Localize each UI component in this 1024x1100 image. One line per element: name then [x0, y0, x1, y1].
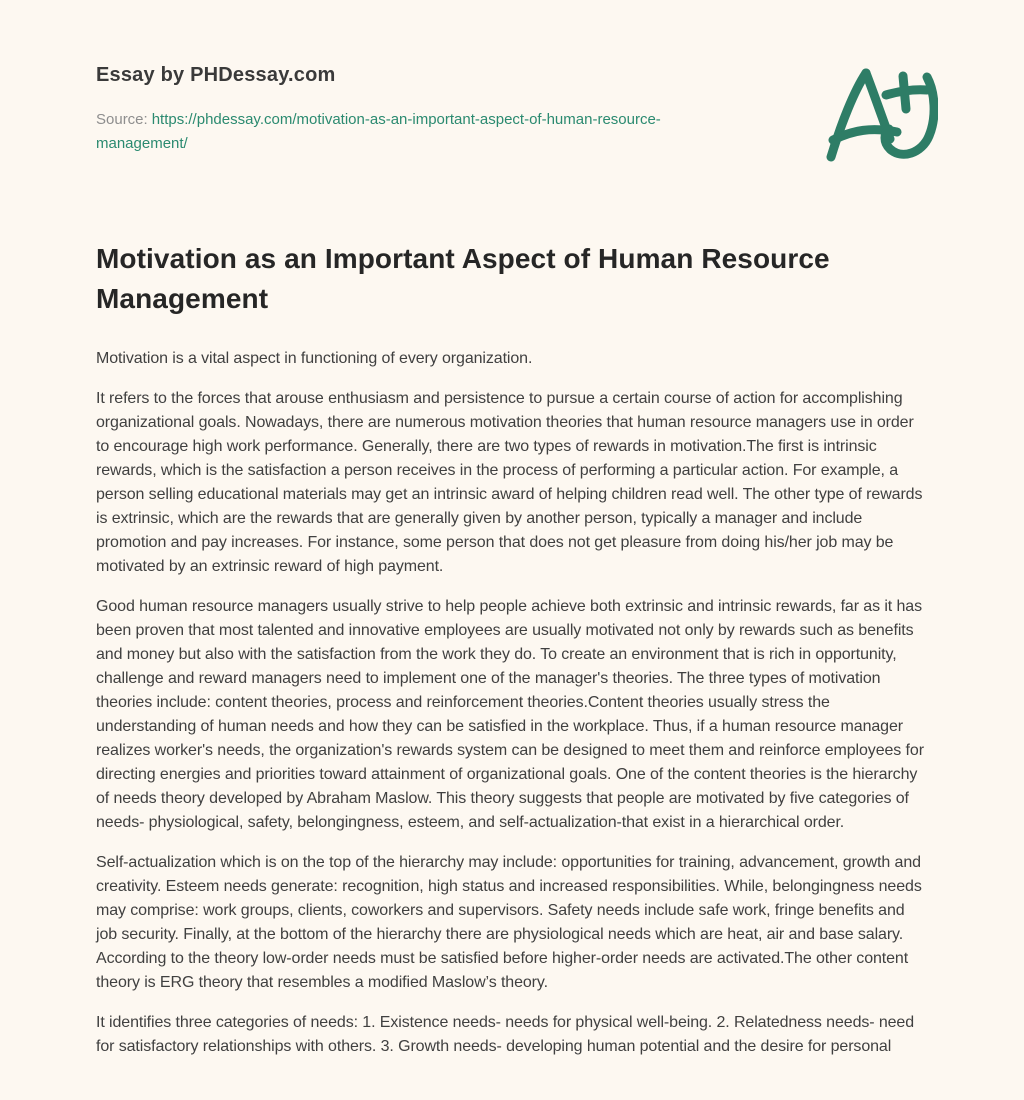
essay-body — [96, 347, 928, 1059]
byline: Essay by PHDessay.com — [96, 64, 336, 86]
essay-title: Motivation as an Important Aspect of Human Resource Management — [96, 243, 830, 314]
page-header — [96, 0, 928, 169]
a-plus-logo-icon — [826, 64, 938, 169]
essay-paragraph-3: Good human resource managers usually strive to help people achieve both extrinsic and intrinsic rewards, far as it has been proven that most talented and innovative employees are usually motivated not only by rewards such as benefits and money but also with the satisfaction from the work they do. To create an environment that is rich in opportunity, challenge and reward managers need to implement one of the manager's theories. The three types of motivation theories include: content theories, process and reinforcement theories.Content theories usually stress the understanding of human needs and how they can be satisfied in the workplace. Thus, if a human resource manager realizes worker's needs, the organization's rewards system can be designed to meet them and reinforce employees for directing energies and priorities toward attainment of organizational goals. One of the content theories is the hierarchy of needs theory developed by Abraham Maslow. This theory suggests that people are motivated by five categories of needs- physiological, safety, belongingness, esteem, and self-actualization-that exist in a hierarchical order. — [96, 598, 924, 831]
essay-paragraph-1: Motivation is a vital aspect in functioning of every organization. — [96, 350, 533, 367]
essay-paragraph-4: Self-actualization which is on the top of the hierarchy may include: opportunities for training, advancement, growth and creativity. Esteem needs generate: recognition, high status and increased responsibilities. While, belongingness needs may comprise: work groups, clients, coworkers and supervisors. Safety needs include safe work, fringe benefits and job security. Finally, at the bottom of the hierarchy there are physiological needs which are heat, air and base salary. According to the theory low-order needs must be satisfied before higher-order needs are activated.The other content theory is ERG theory that resembles a modified Maslow’s theory. — [96, 854, 922, 991]
essay-paragraph-2: It refers to the forces that arouse enthusiasm and persistence to pursue a certain course of action for accomplishing organizational goals. Nowadays, there are numerous motivation theories that human resource managers use in order to encourage high work performance. Generally, there are two types of rewards in motivation.The first is intrinsic rewards, which is the satisfaction a person receives in the process of performing a particular action. For example, a person selling educational materials may get an intrinsic award of helping children read well. The other type of rewards is extrinsic, which are the rewards that are generally given by another person, typically a manager and include promotion and pay increases. For instance, some person that does not get pleasure from doing his/her job may be motivated by an extrinsic reward of high payment. — [96, 390, 923, 575]
source-line — [96, 108, 746, 156]
essay-main — [96, 239, 928, 1059]
source-label: Source: — [96, 111, 148, 128]
header-text — [96, 62, 746, 156]
source-url-link[interactable]: https://phdessay.com/motivation-as-an-important-aspect-of-human-resource-management/ — [96, 111, 661, 152]
essay-paragraph-5: It identifies three categories of needs: 1. Existence needs- needs for physical well-being. 2. Relatedness needs- need for satisfactory relationships with others. 3. Growth needs- developing human potential and the desire for personal — [96, 1014, 915, 1055]
